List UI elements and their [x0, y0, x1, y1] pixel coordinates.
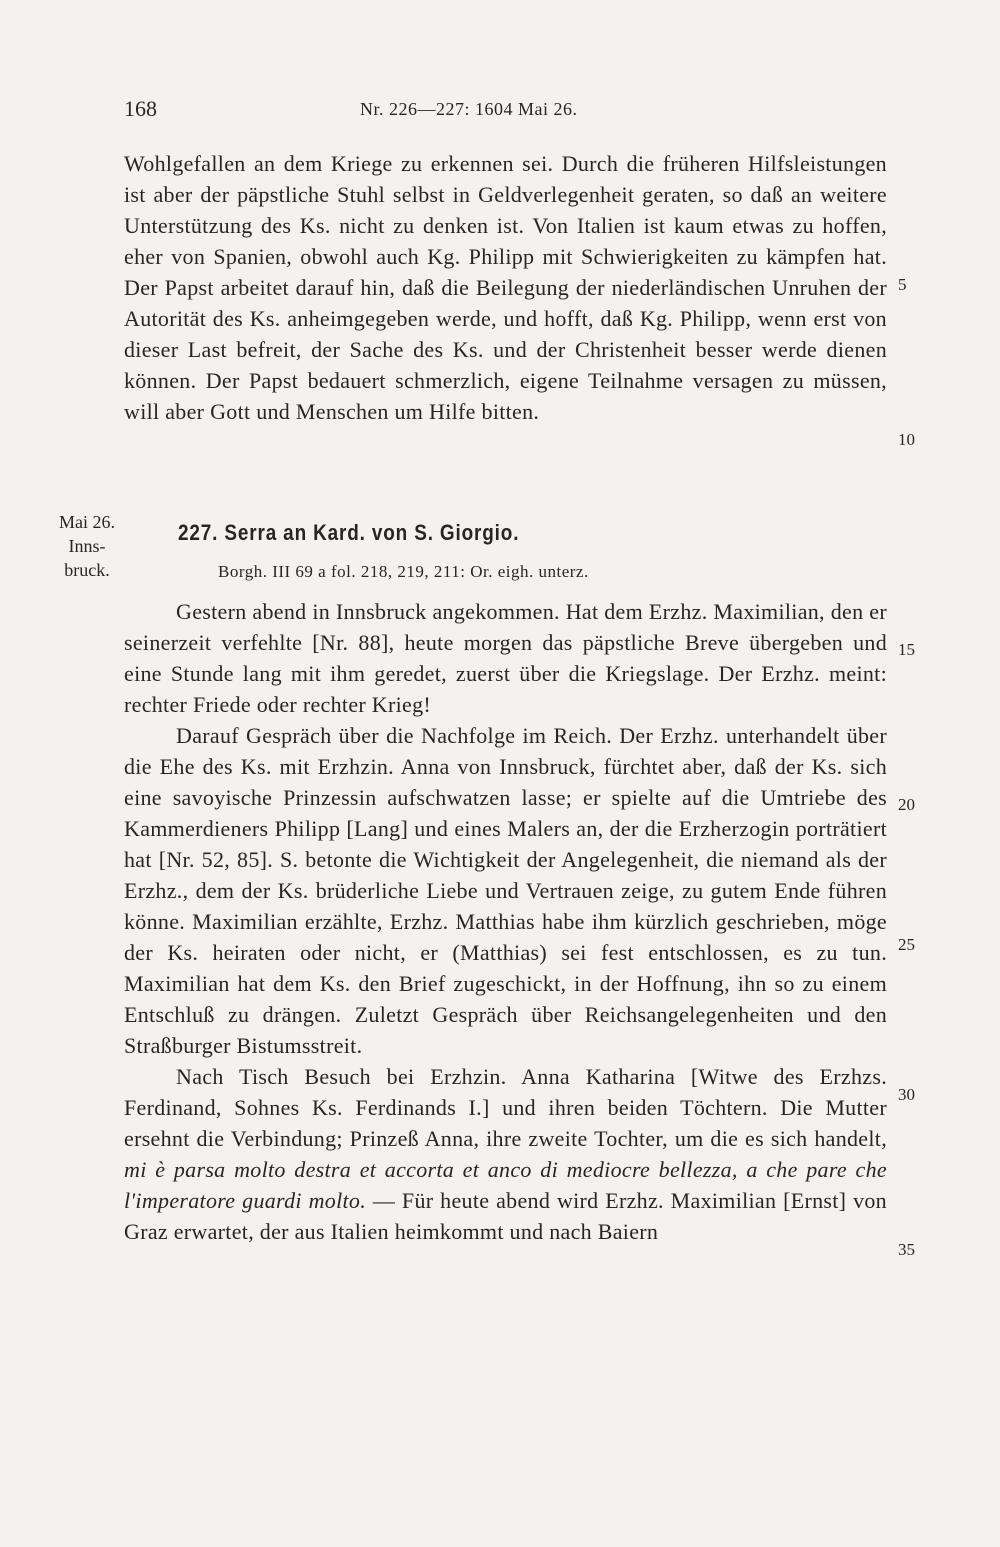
- paragraph: Gestern abend in Innsbruck angekommen. Hat dem Erzhz. Maximilian, den er seinerzeit verfehlte [Nr. 88], heute morgen das päpstliche Breve übergeben und eine Stunde lang mit ihm geredet, zuerst über die Kriegslage. Der Erzhz. meint: rechter Friede oder rechter Krieg!: [124, 599, 887, 717]
- paragraph-text: Nach Tisch Besuch bei Erzhzin. Anna Katharina [Witwe des Erzhzs. Ferdinand, Sohnes Ks. Ferdinands I.] und ihren beiden Töchtern. Die Mutter ersehnt die Verbindung; Prinzeß Anna, ihre zweite Tochter, um die es sich handelt,: [124, 1064, 887, 1151]
- line-number: 25: [898, 935, 915, 954]
- paragraph-text: — Für heute abend wird Erzhz. Maximilian [Ernst] von Graz erwartet, der aus Italien heimkommt und nach Baiern: [124, 1188, 887, 1244]
- italian-quotation: mi è parsa molto destra et accorta et anco di mediocre bellezza, a che pare che l'imperatore guardi molto.: [124, 1157, 887, 1213]
- running-head: Nr. 226—227: 1604 Mai 26.: [360, 99, 578, 119]
- line-number: 10: [898, 430, 915, 449]
- paragraph: [124, 1061, 887, 1247]
- paragraph: Darauf Gespräch über die Nachfolge im Reich. Der Erzhz. unterhandelt über die Ehe des Ks. mit Erzhzin. Anna von Innsbruck, fürchtet aber, daß der Ks. sich eine savoyische Prinzessin aufschwatzen lasse; er spielte auf die Umtriebe des Kammerdieners Philipp [Lang] und eines Malers an, der die Erzherzogin porträtiert hat [Nr. 52, 85]. S. betonte die Wichtigkeit der Angelegenheit, die niemand als der Erzhz., dem der Ks. brüderliche Liebe und Vertrauen zeige, zu gutem Ende führen könne. Maximilian erzählte, Erzhz. Matthias habe ihm kürzlich geschrieben, möge der Ks. heiraten oder nicht, er (Matthias) sei fest entschlossen, es zu tun. Maximilian hat dem Ks. den Brief zugeschickt, in der Hoffnung, ihn so zu einem Entschluß zu drängen. Zuletzt Gespräch über Reichsangelegenheiten und den Straßburger Bistumsstreit.: [124, 723, 887, 1058]
- line-number: 30: [898, 1085, 915, 1104]
- page-number: 168: [124, 96, 157, 121]
- line-number: 35: [898, 1240, 915, 1259]
- margin-note: [54, 510, 120, 582]
- margin-note-place-continued: bruck.: [64, 560, 110, 580]
- text-block-document-227: [124, 596, 887, 1247]
- line-number: 15: [898, 640, 915, 659]
- line-number: 5: [898, 275, 907, 294]
- document-heading: 227. Serra an Kard. von S. Giorgio.: [178, 520, 520, 545]
- line-number: 20: [898, 795, 915, 814]
- page-header: [124, 96, 884, 130]
- margin-note-place: Inns-: [68, 536, 106, 556]
- margin-note-date: Mai 26.: [59, 512, 115, 532]
- source-reference: Borgh. III 69 a fol. 218, 219, 211: Or. eigh. unterz.: [218, 562, 589, 581]
- paragraph: Wohlgefallen an dem Kriege zu erkennen sei. Durch die früheren Hilfsleistungen ist aber der päpstliche Stuhl selbst in Geldverlegenheit geraten, so daß an weitere Unterstützung des Ks. nicht zu denken ist. Von Italien ist kaum etwas zu hoffen, eher von Spanien, obwohl auch Kg. Philipp mit Schwierigkeiten zu kämpfen hat. Der Papst arbeitet darauf hin, daß die Beilegung der niederländischen Unruhen der Autorität des Ks. anheimgegeben werde, und hofft, daß Kg. Philipp, wenn erst von dieser Last befreit, der Sache des Ks. und der Christenheit besser werde dienen können. Der Papst bedauert schmerzlich, eigene Teilnahme versagen zu müssen, will aber Gott und Menschen um Hilfe bitten.: [124, 151, 887, 424]
- text-block-previous-document: [124, 148, 887, 427]
